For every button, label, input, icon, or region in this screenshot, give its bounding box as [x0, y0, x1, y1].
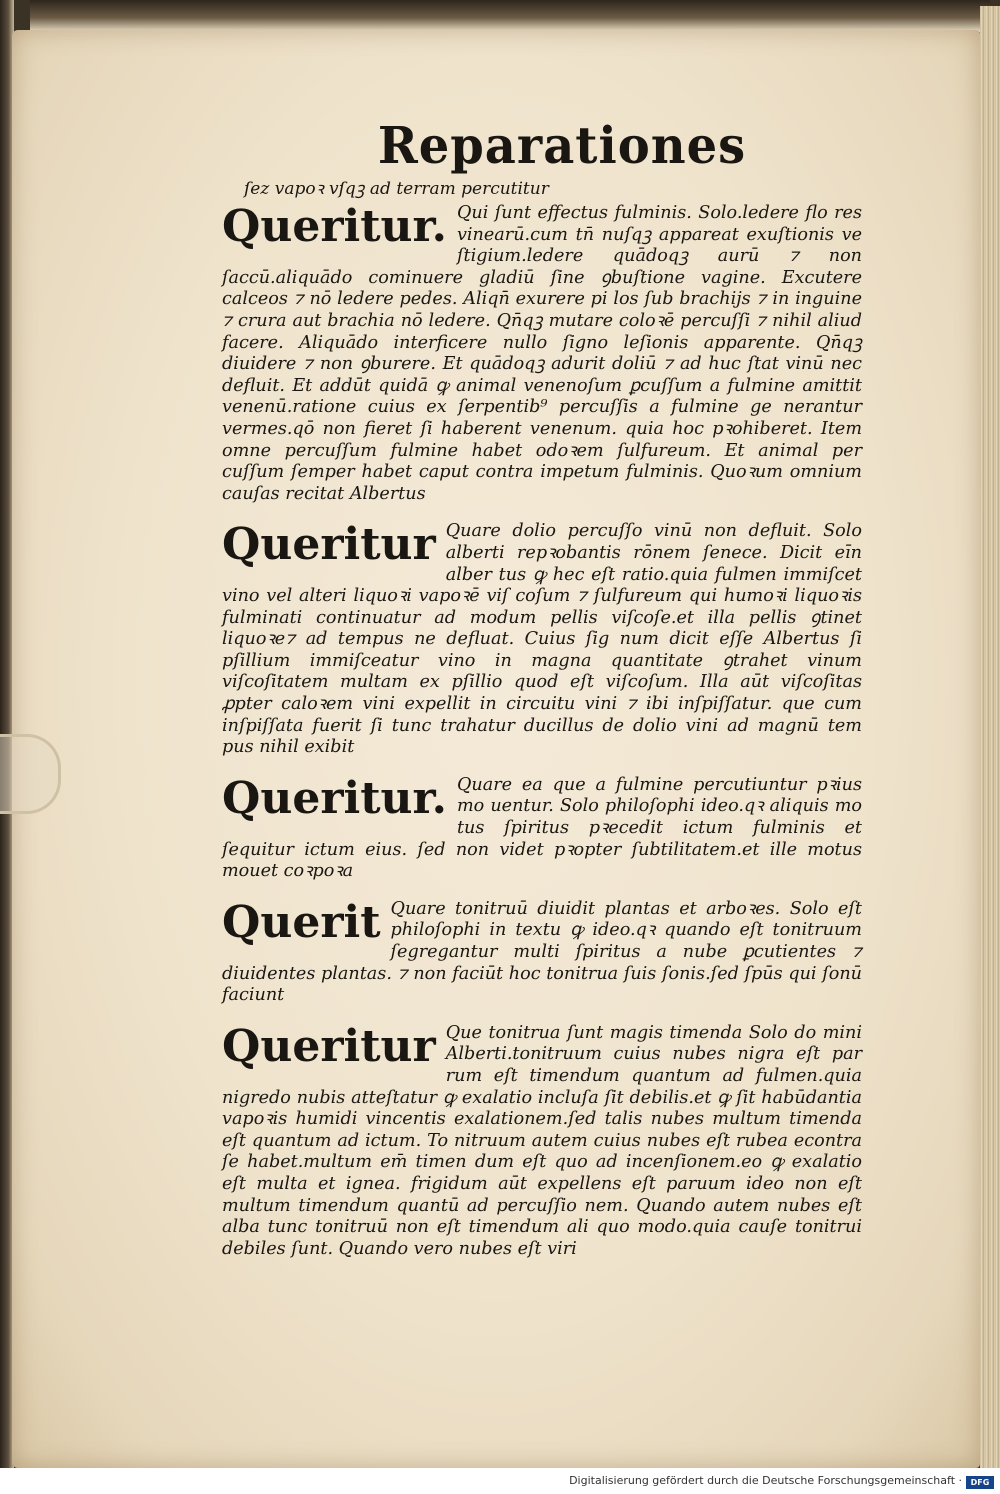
question-text: Quare tonitruū diuidit plantas et arboꝛes. Solo eſt philoſophi in textu ꝙ ideo.qꝛ quando eſt tonitruum ſegregantur multi ſpiritus a nube ꝑcutientes ⁊ diuidentes plantas. ⁊ non faciūt hoc tonitrua ſuis ſonis.ſed ſpūs qui ſonū faciunt [222, 898, 862, 1006]
catch-line: ſez vapoꝛ vſqꝫ ad terram percutitur [244, 179, 549, 199]
question-heading: Queritur [222, 519, 436, 571]
question-text: Quare ea que a fulmine percutiuntur pꝛius mo uentur. Solo philoſophi ideo.qꝛ aliquis mo tus ſpiritus pꝛecedit ictum fulminis et ſequitur ictum eius. ſed non videt pꝛopter ſubtilitatem.et ille motus mouet coꝛpoꝛa [222, 774, 862, 882]
clasp-mark [0, 734, 61, 814]
question-heading: Querit [222, 896, 381, 948]
question-text: Qui ſunt effectus fulminis. Solo.ledere flo res vinearū.cum tn̄ nuſqꝫ appareat exuſtionis ve ſtigium.ledere quādoqꝫ aurū ⁊ non ſaccū.aliquādo cominuere gladiū ſine ꝯbuſtione vagine. Excutere calceos ⁊ nō ledere pedes. Aliqn̄ exurere pi los ſub brachijs ⁊ in inguine ⁊ crura aut brachia nō ledere. Qn̄qꝫ mutare coloꝛē percuſſi ⁊ nihil aliud facere. Aliquādo interficere nullo ſigno leſionis apparente. Qn̄qꝫ diuidere ⁊ non ꝯburere. Et quādoqꝫ adurit doliū ⁊ ad huc ſtat vinū nec defluit. Et addūt quidā ꝙ animal venenoſum ꝑcuſſum a fulmine amittit venenū.ratione cuius ex ſerpentib⁹ percuſſis a fulmine ge nerantur vermes.qō non fieret ſi haberent venenum. quia hoc pꝛohiberet. Item omne percuſſum fulmine habet odoꝛem ſulfureum. Et animal per cuſſum ſemper habet caput contra impetum fulminis. Quoꝛum omnium cauſas recitat Albertus [222, 203, 862, 504]
question-text: Quare dolio percuſſo vinū non defluit. Solo alberti repꝛobantis rōnem ſenece. Dicit eīn alber tus ꝙ hec eſt ratio.quia fulmen immiſcet vino vel alteri liquoꝛi vapoꝛē viſ coſum ⁊ ſulfureum qui humoꝛi liquoꝛis fulminati continuatur ad modum pellis viſcoſe.et illa pellis ꝯtinet liquoꝛe⁊ ad tempus ne defluat. Cuius ſig num dicit eſſe Albertus ſi pſillium immiſceatur vino in magna quantitate ꝯtrahet vinum viſcoſitatem multam ex pſillio quod eſt viſcoſum. Illa aūt viſcoſitas ꝓpter caloꝛem vini expellit in circuitu vini ⁊ ibi inſpiſſatur. que cum inſpiſſata fuerit ſi tunc trahatur ducillus de dolio vini ad magnū tem pus nihil exibit [222, 521, 862, 758]
book-top-edge [30, 0, 990, 32]
running-head: Reparationes [377, 116, 747, 176]
question-section [222, 1020, 862, 1261]
question-heading: Queritur. [222, 772, 447, 824]
question-text: Que tonitrua ſunt magis timenda Solo do mini Alberti.tonitruum cuius nubes nigra eſt par rum eſt timendum quantum ad fulmen.quia nigredo nubis atteſtatur ꝙ exalatio incluſa ſit debilis.et ꝙ ſit habūdantia vapoꝛis humidi vincentis exalationem.ſed talis nubes multum timenda eſt quantum ad ictum. To nitruum autem cuius nubes eſt rubea econtra ſe habet.multum em̄ timen dum eſt quo ad incenſionem.eo ꝙ exalatio eſt multa et ignea. frigidum aūt expellens eſt paruum ideo non eſt multum timendum quantū ad percuſſio nem. Quando autem nubes eſt alba tunc tonitruū non eſt timendum ali quo modo.quia cauſe tonitrui debiles ſunt. Quando vero nubes eſt viri [222, 1022, 862, 1259]
digitization-credit [0, 1474, 1000, 1494]
question-section [222, 896, 862, 1007]
dfg-logo: DFG [966, 1476, 994, 1489]
credit-text: Digitalisierung gefördert durch die Deutsche Forschungsgemeinschaft · [569, 1474, 962, 1487]
question-section [222, 772, 862, 883]
question-section [222, 203, 862, 505]
question-heading: Queritur. [222, 201, 447, 252]
question-heading: Queritur [222, 1020, 436, 1072]
page-text-block [222, 118, 862, 1276]
question-section [222, 521, 862, 759]
page-edges [980, 6, 1000, 1470]
